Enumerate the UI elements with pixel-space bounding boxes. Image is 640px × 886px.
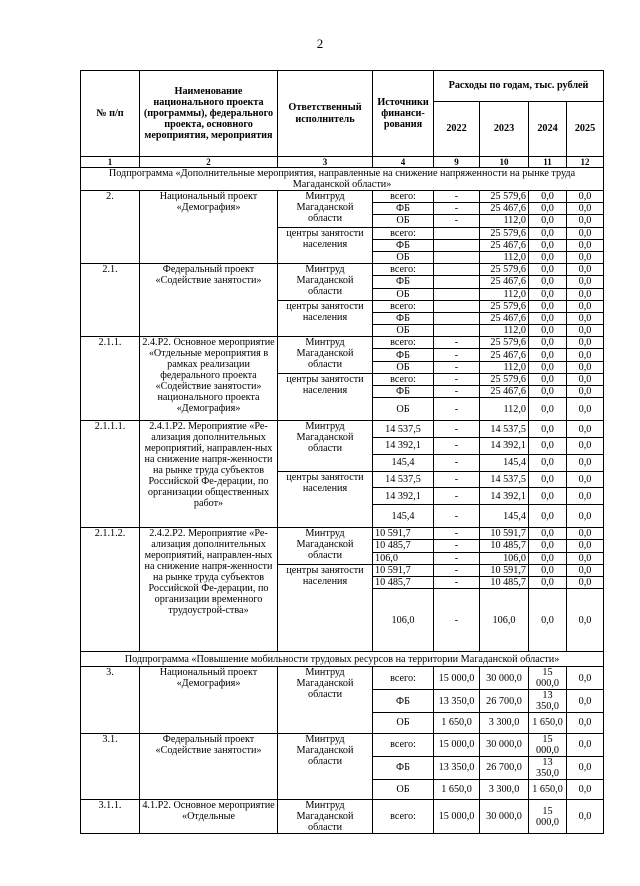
value-2022 (434, 239, 480, 251)
value-2024: 0,0 (529, 564, 567, 576)
value-2022: 15 000,0 (434, 733, 480, 756)
value-2024: 0,0 (529, 251, 567, 263)
item-name: 4.1.Р2. Основное мероприятие «Отдельные (140, 800, 278, 834)
value-2024: 1 650,0 (529, 779, 567, 800)
subprogram-row (81, 168, 604, 191)
source: ОБ (373, 325, 434, 337)
value-2024: 0,0 (529, 421, 567, 438)
value-2024: 0,0 (529, 361, 567, 373)
header-year: 2024 (529, 102, 567, 157)
value-2025: 0,0 (567, 276, 604, 288)
value-2025: 0,0 (567, 373, 604, 385)
item-number: 2.1.1. (81, 337, 140, 421)
value-2024: 0,0 (529, 386, 567, 398)
value-2023: 25 579,6 (480, 337, 529, 349)
source: 106,0 (373, 552, 434, 564)
value-2023: 25 579,6 (480, 300, 529, 312)
value-2022 (434, 312, 480, 324)
value-2022: - (434, 552, 480, 564)
column-number: 12 (567, 157, 604, 168)
column-number: 1 (81, 157, 140, 168)
value-2023: 26 700,0 (480, 690, 529, 713)
executor: центры занятости населения (278, 471, 373, 528)
value-2024: 0,0 (529, 276, 567, 288)
header-source: Источники финанси-рования (373, 71, 434, 157)
header-expenses: Расходы по годам, тыс. рублей (434, 71, 604, 102)
value-2023: 14 392,1 (480, 488, 529, 505)
value-2022: - (434, 528, 480, 540)
column-number: 3 (278, 157, 373, 168)
source: 14 537,5 (373, 421, 434, 438)
value-2022: - (434, 421, 480, 438)
executor: центры занятости населения (278, 227, 373, 264)
executor: Минтруд Магаданской области (278, 421, 373, 471)
source: всего: (373, 300, 434, 312)
value-2025: 0,0 (567, 300, 604, 312)
value-2024: 0,0 (529, 203, 567, 215)
value-2024: 15 000,0 (529, 667, 567, 690)
column-number: 4 (373, 157, 434, 168)
value-2023: 145,4 (480, 505, 529, 528)
value-2023: 25 467,6 (480, 239, 529, 251)
value-2024: 0,0 (529, 288, 567, 300)
value-2025: 0,0 (567, 488, 604, 505)
value-2023: 14 537,5 (480, 421, 529, 438)
executor: Минтруд Магаданской области (278, 191, 373, 228)
value-2024: 15 000,0 (529, 800, 567, 834)
source: всего: (373, 733, 434, 756)
source: ФБ (373, 756, 434, 779)
value-2022 (434, 264, 480, 276)
value-2022: - (434, 540, 480, 552)
executor: Минтруд Магаданской области (278, 264, 373, 301)
value-2022: - (434, 505, 480, 528)
value-2023: 3 300,0 (480, 713, 529, 734)
value-2023: 10 485,7 (480, 540, 529, 552)
value-2025: 0,0 (567, 349, 604, 361)
item-name: 2.4.2.Р2. Мероприятие «Ре-ализация дополнительных мероприятий, направлен-ных на снижение напря-женности на рынке труда субъектов Российской Фе-дерации, по организации временного трудоустрой-ства» (140, 528, 278, 652)
value-2022: - (434, 386, 480, 398)
source: ФБ (373, 276, 434, 288)
source: ФБ (373, 239, 434, 251)
source: ОБ (373, 288, 434, 300)
value-2022: 13 350,0 (434, 690, 480, 713)
value-2025: 0,0 (567, 312, 604, 324)
subprogram-title: Подпрограмма «Дополнительные мероприятия, направленные на снижение напряженности на рынке труда Магаданской области» (81, 168, 604, 191)
value-2022: 15 000,0 (434, 667, 480, 690)
table-row (81, 800, 604, 834)
item-number: 3. (81, 667, 140, 734)
value-2024: 0,0 (529, 471, 567, 488)
value-2024: 0,0 (529, 528, 567, 540)
column-number: 10 (480, 157, 529, 168)
table-row (81, 667, 604, 690)
value-2025: 0,0 (567, 690, 604, 713)
value-2022: - (434, 438, 480, 455)
value-2023: 25 467,6 (480, 203, 529, 215)
source: 10 485,7 (373, 540, 434, 552)
header-year: 2022 (434, 102, 480, 157)
header-name: Наименование национального проекта (программы), федерального проекта, основного мероприятия, мероприятия (140, 71, 278, 157)
value-2024: 13 350,0 (529, 690, 567, 713)
value-2022: - (434, 361, 480, 373)
executor: Минтруд Магаданской области (278, 800, 373, 834)
value-2023: 106,0 (480, 552, 529, 564)
value-2023: 112,0 (480, 288, 529, 300)
value-2024: 0,0 (529, 215, 567, 227)
value-2023: 112,0 (480, 398, 529, 421)
value-2022 (434, 276, 480, 288)
column-number: 2 (140, 157, 278, 168)
value-2023: 10 485,7 (480, 576, 529, 588)
source: ФБ (373, 386, 434, 398)
header-executor: Ответственный исполнитель (278, 71, 373, 157)
value-2025: 0,0 (567, 713, 604, 734)
item-name: 2.4.1.Р2. Мероприятие «Ре-ализация дополнительных мероприятий, направлен-ных на снижение напря-женности на рынке труда субъектов Российской Фе-дерации, по организации общественных работ» (140, 421, 278, 528)
value-2025: 0,0 (567, 227, 604, 239)
value-2025: 0,0 (567, 264, 604, 276)
table-row (81, 191, 604, 203)
executor: Минтруд Магаданской области (278, 733, 373, 800)
source: 14 537,5 (373, 471, 434, 488)
item-number: 2.1. (81, 264, 140, 337)
value-2025: 0,0 (567, 421, 604, 438)
item-name: Федеральный проект «Содействие занятости» (140, 264, 278, 337)
source: всего: (373, 191, 434, 203)
header-row (81, 71, 604, 102)
value-2022: 1 650,0 (434, 779, 480, 800)
value-2022: - (434, 471, 480, 488)
source: всего: (373, 264, 434, 276)
value-2022 (434, 288, 480, 300)
value-2025: 0,0 (567, 564, 604, 576)
value-2022: 15 000,0 (434, 800, 480, 834)
value-2023: 25 467,6 (480, 312, 529, 324)
value-2025: 0,0 (567, 505, 604, 528)
value-2022: - (434, 488, 480, 505)
value-2025: 0,0 (567, 337, 604, 349)
value-2025: 0,0 (567, 800, 604, 834)
executor: Минтруд Магаданской области (278, 528, 373, 565)
value-2024: 0,0 (529, 438, 567, 455)
item-name: 2.4.Р2. Основное мероприятие «Отдельные мероприятия в рамках реализации федерального проекта «Содействие занятости» национального проекта «Демография» (140, 337, 278, 421)
source: 10 591,7 (373, 528, 434, 540)
item-number: 2.1.1.2. (81, 528, 140, 652)
value-2022: - (434, 564, 480, 576)
value-2023: 25 467,6 (480, 349, 529, 361)
value-2025: 0,0 (567, 779, 604, 800)
value-2025: 0,0 (567, 325, 604, 337)
value-2022: - (434, 349, 480, 361)
executor: центры занятости населения (278, 373, 373, 420)
value-2025: 0,0 (567, 203, 604, 215)
source: ОБ (373, 361, 434, 373)
value-2025: 0,0 (567, 454, 604, 471)
value-2025: 0,0 (567, 386, 604, 398)
source: 145,4 (373, 454, 434, 471)
value-2023: 145,4 (480, 454, 529, 471)
executor: Минтруд Магаданской области (278, 337, 373, 374)
value-2023: 112,0 (480, 215, 529, 227)
source: 10 591,7 (373, 564, 434, 576)
value-2025: 0,0 (567, 576, 604, 588)
source: 106,0 (373, 589, 434, 652)
value-2023: 25 579,6 (480, 264, 529, 276)
item-name: Федеральный проект «Содействие занятости» (140, 733, 278, 800)
value-2024: 0,0 (529, 373, 567, 385)
executor: центры занятости населения (278, 300, 373, 337)
value-2023: 25 579,6 (480, 191, 529, 203)
source: 10 485,7 (373, 576, 434, 588)
item-number: 3.1.1. (81, 800, 140, 834)
value-2024: 0,0 (529, 337, 567, 349)
value-2025: 0,0 (567, 361, 604, 373)
item-name: Национальный проект «Демография» (140, 191, 278, 264)
value-2022: - (434, 576, 480, 588)
source: ОБ (373, 215, 434, 227)
value-2022 (434, 325, 480, 337)
source: всего: (373, 800, 434, 834)
source: ФБ (373, 312, 434, 324)
value-2025: 0,0 (567, 288, 604, 300)
source: ФБ (373, 349, 434, 361)
item-number: 3.1. (81, 733, 140, 800)
value-2025: 0,0 (567, 756, 604, 779)
value-2025: 0,0 (567, 528, 604, 540)
value-2022 (434, 300, 480, 312)
value-2024: 0,0 (529, 488, 567, 505)
value-2023: 112,0 (480, 361, 529, 373)
value-2024: 0,0 (529, 540, 567, 552)
value-2024: 0,0 (529, 325, 567, 337)
item-number: 2.1.1.1. (81, 421, 140, 528)
value-2025: 0,0 (567, 438, 604, 455)
value-2022 (434, 251, 480, 263)
value-2022 (434, 227, 480, 239)
value-2025: 0,0 (567, 552, 604, 564)
column-numbers-row (81, 157, 604, 168)
table-row (81, 528, 604, 540)
source: ФБ (373, 690, 434, 713)
source: ОБ (373, 779, 434, 800)
value-2022: - (434, 454, 480, 471)
source: всего: (373, 337, 434, 349)
source: ФБ (373, 203, 434, 215)
value-2024: 0,0 (529, 191, 567, 203)
value-2024: 0,0 (529, 264, 567, 276)
value-2023: 26 700,0 (480, 756, 529, 779)
header-year: 2025 (567, 102, 604, 157)
header-num: № п/п (81, 71, 140, 157)
value-2022: - (434, 191, 480, 203)
subprogram-title: Подпрограмма «Повышение мобильности трудовых ресурсов на территории Магаданской области» (81, 652, 604, 667)
value-2025: 0,0 (567, 398, 604, 421)
value-2024: 1 650,0 (529, 713, 567, 734)
value-2024: 0,0 (529, 589, 567, 652)
value-2022: - (434, 589, 480, 652)
value-2025: 0,0 (567, 191, 604, 203)
value-2022: 13 350,0 (434, 756, 480, 779)
value-2023: 30 000,0 (480, 667, 529, 690)
value-2024: 0,0 (529, 349, 567, 361)
table-row (81, 421, 604, 438)
subprogram-row (81, 652, 604, 667)
value-2023: 25 467,6 (480, 276, 529, 288)
source: ОБ (373, 251, 434, 263)
source: ОБ (373, 398, 434, 421)
value-2023: 25 579,6 (480, 373, 529, 385)
value-2024: 0,0 (529, 398, 567, 421)
value-2022: - (434, 337, 480, 349)
value-2025: 0,0 (567, 540, 604, 552)
value-2022: - (434, 203, 480, 215)
value-2022: - (434, 398, 480, 421)
value-2024: 0,0 (529, 239, 567, 251)
table-row (81, 733, 604, 756)
value-2024: 0,0 (529, 576, 567, 588)
value-2025: 0,0 (567, 589, 604, 652)
value-2023: 30 000,0 (480, 733, 529, 756)
value-2023: 30 000,0 (480, 800, 529, 834)
value-2024: 0,0 (529, 505, 567, 528)
value-2023: 112,0 (480, 325, 529, 337)
source: 14 392,1 (373, 438, 434, 455)
source: всего: (373, 667, 434, 690)
value-2023: 10 591,7 (480, 564, 529, 576)
source: 145,4 (373, 505, 434, 528)
value-2022: - (434, 215, 480, 227)
table-row (81, 264, 604, 276)
value-2025: 0,0 (567, 667, 604, 690)
value-2023: 112,0 (480, 251, 529, 263)
executor: Минтруд Магаданской области (278, 667, 373, 734)
table-row (81, 337, 604, 349)
value-2023: 10 591,7 (480, 528, 529, 540)
value-2025: 0,0 (567, 733, 604, 756)
executor: центры занятости населения (278, 564, 373, 651)
value-2024: 0,0 (529, 312, 567, 324)
item-name: Национальный проект «Демография» (140, 667, 278, 734)
source: всего: (373, 227, 434, 239)
value-2024: 0,0 (529, 552, 567, 564)
value-2024: 0,0 (529, 454, 567, 471)
value-2023: 25 579,6 (480, 227, 529, 239)
value-2023: 25 467,6 (480, 386, 529, 398)
value-2022: - (434, 373, 480, 385)
source: ОБ (373, 713, 434, 734)
item-number: 2. (81, 191, 140, 264)
value-2023: 106,0 (480, 589, 529, 652)
header-year: 2023 (480, 102, 529, 157)
column-number: 9 (434, 157, 480, 168)
value-2024: 0,0 (529, 300, 567, 312)
value-2023: 14 537,5 (480, 471, 529, 488)
value-2025: 0,0 (567, 239, 604, 251)
value-2023: 14 392,1 (480, 438, 529, 455)
value-2024: 15 000,0 (529, 733, 567, 756)
source: 14 392,1 (373, 488, 434, 505)
value-2024: 13 350,0 (529, 756, 567, 779)
budget-table (80, 70, 604, 834)
column-number: 11 (529, 157, 567, 168)
value-2025: 0,0 (567, 251, 604, 263)
source: всего: (373, 373, 434, 385)
value-2025: 0,0 (567, 471, 604, 488)
value-2024: 0,0 (529, 227, 567, 239)
value-2023: 3 300,0 (480, 779, 529, 800)
value-2022: 1 650,0 (434, 713, 480, 734)
page-number: 2 (316, 36, 324, 51)
value-2025: 0,0 (567, 215, 604, 227)
